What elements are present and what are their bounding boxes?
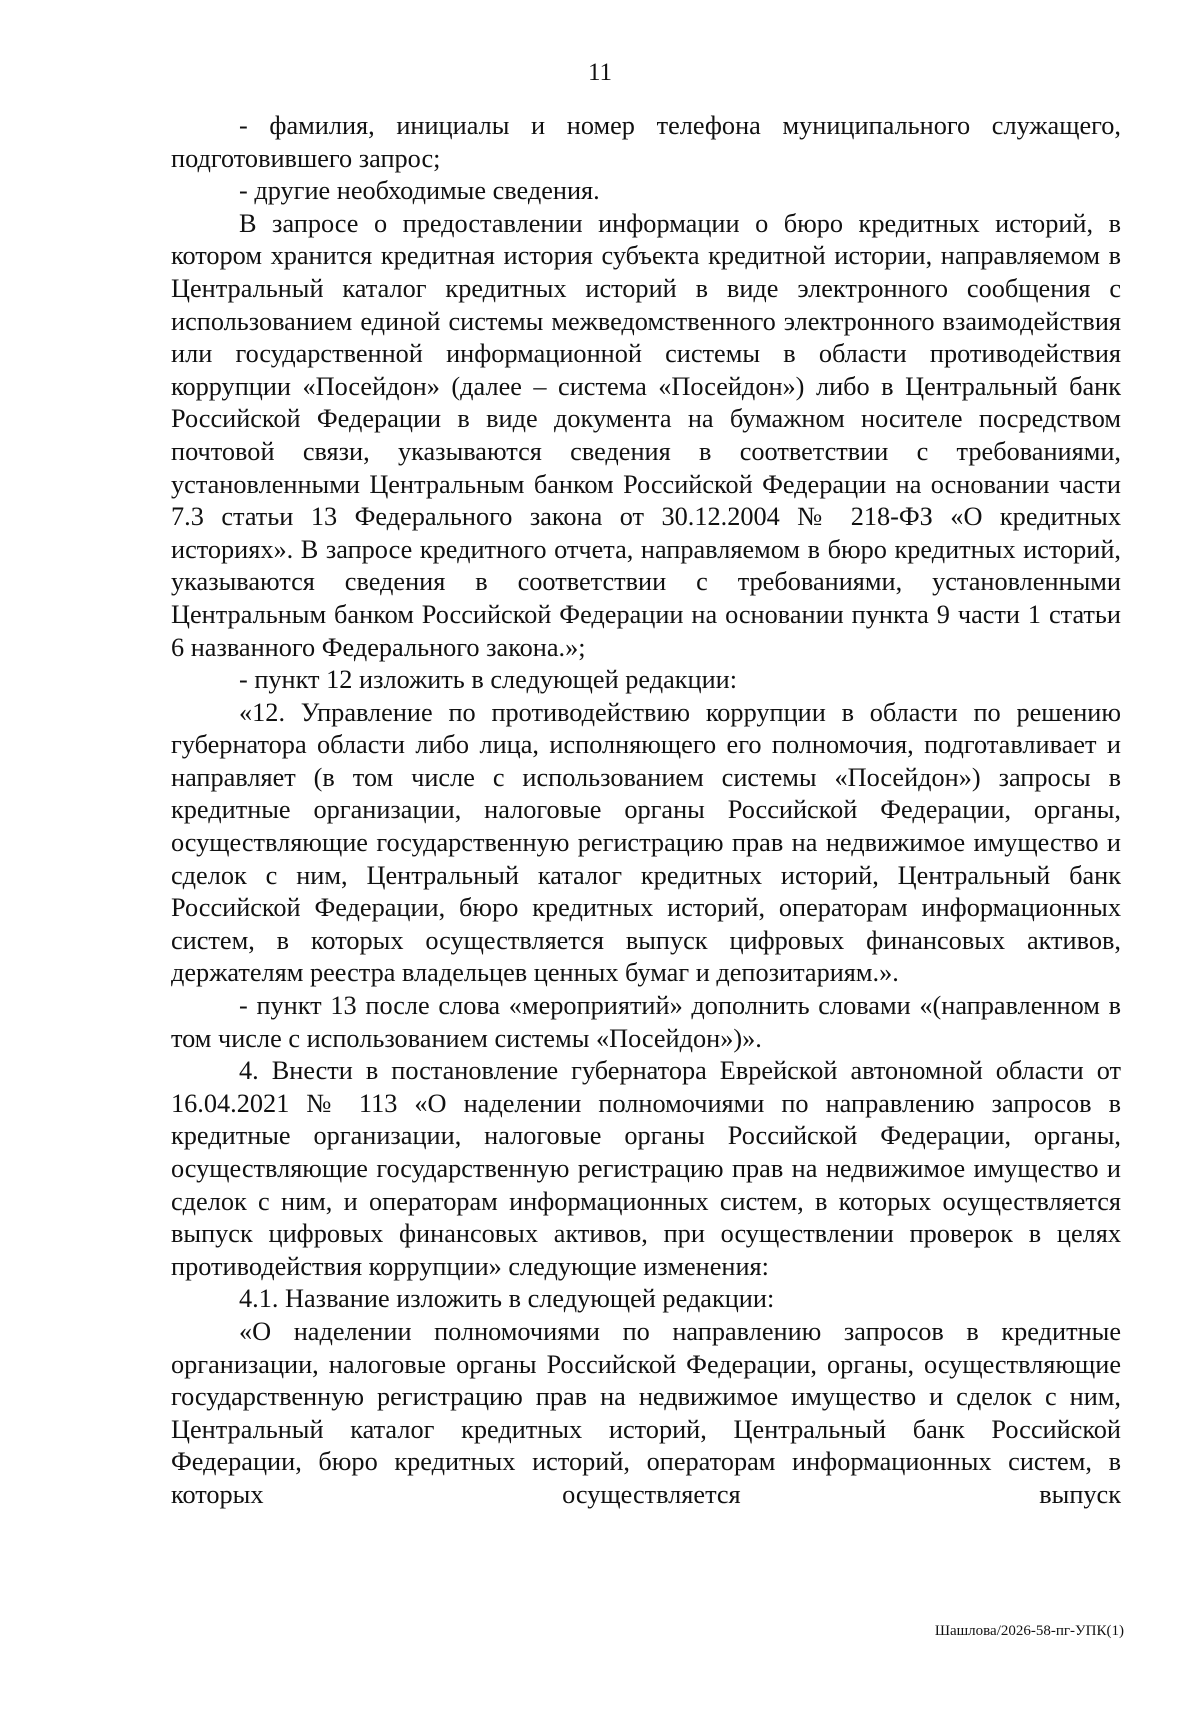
page-number: 11 (587, 59, 613, 86)
paragraph-1: - фамилия, инициалы и номер телефона муниципального служащего, подготовившего запрос; (171, 111, 1121, 173)
paragraph-6: - пункт 13 после слова «мероприятий» дополнить словами «(направленном в том числе с использованием системы «Посейдон»)». (171, 991, 1121, 1053)
paragraph-3: В запросе о предоставлении информации о бюро кредитных историй, в котором хранится кредитная история субъекта кредитной истории, направляемом в Центральный каталог кредитных историй в виде электронного сообщения с использованием единой системы межведомственного электронного взаимодействия или государственной информационной системы в области противодействия коррупции «Посейдон» (далее – система «Посейдон») либо в Центральный банк Российской Федерации в виде документа на бумажном носителе посредством почтовой связи, указываются сведения в соответствии с требованиями, установленными Центральным банком Российской Федерации на основании части 7.3 статьи 13 Федерального закона от 30.12.2004 № 218-ФЗ «О кредитных историях». В запросе кредитного отчета, направляемом в бюро кредитных историй, указываются сведения в соответствии с требованиями, установленными Центральным банком Российской Федерации на основании пункта 9 части 1 статьи 6 названного Федерального закона.»; (171, 208, 1121, 662)
document-code: Шашлова/2026-58-пг-УПК(1) (934, 1623, 1124, 1639)
paragraph-4: - пункт 12 изложить в следующей редакции: (239, 665, 738, 695)
paragraph-7: 4. Внести в постановление губернатора Еврейской автономной области от 16.04.2021 № 113 «О наделении полномочиями по направлению запросов в кредитные организации, налоговые органы Российской Федерации, органы, осуществляющие государственную регистрацию прав на недвижимое имущество и сделок с ним, и операторам информационных систем, в которых осуществляется выпуск цифровых финансовых активов, при осуществлении проверок в целях противодействия коррупции» следующие изменения: (171, 1056, 1121, 1281)
paragraph-5: «12. Управление по противодействию коррупции в области по решению губернатора области либо лица, исполняющего его полномочия, подготавливает и направляет (в том числе с использованием системы «Посейдон») запросы в кредитные организации, налоговые органы Российской Федерации, органы, осуществляющие государственную регистрацию прав на недвижимое имущество и сделок с ним, Центральный каталог кредитных историй, Центральный банк Российской Федерации, бюро кредитных историй, операторам информационных систем, в которых осуществляется выпуск цифровых финансовых активов, держателям реестра владельцев ценных бумаг и депозитариям.». (171, 697, 1121, 988)
document-body (171, 110, 1121, 1512)
paragraph-9: «О наделении полномочиями по направлению запросов в кредитные организации, налоговые органы Российской Федерации, органы, осуществляющие государственную регистрацию прав на недвижимое имущество и сделок с ним, Центральный каталог кредитных историй, Центральный банк Российской Федерации, бюро кредитных историй, операторам информационных систем, в которых осуществляется выпуск (171, 1316, 1121, 1509)
paragraph-8: 4.1. Название изложить в следующей редакции: (239, 1284, 775, 1314)
paragraph-2: - другие необходимые сведения. (239, 176, 600, 206)
